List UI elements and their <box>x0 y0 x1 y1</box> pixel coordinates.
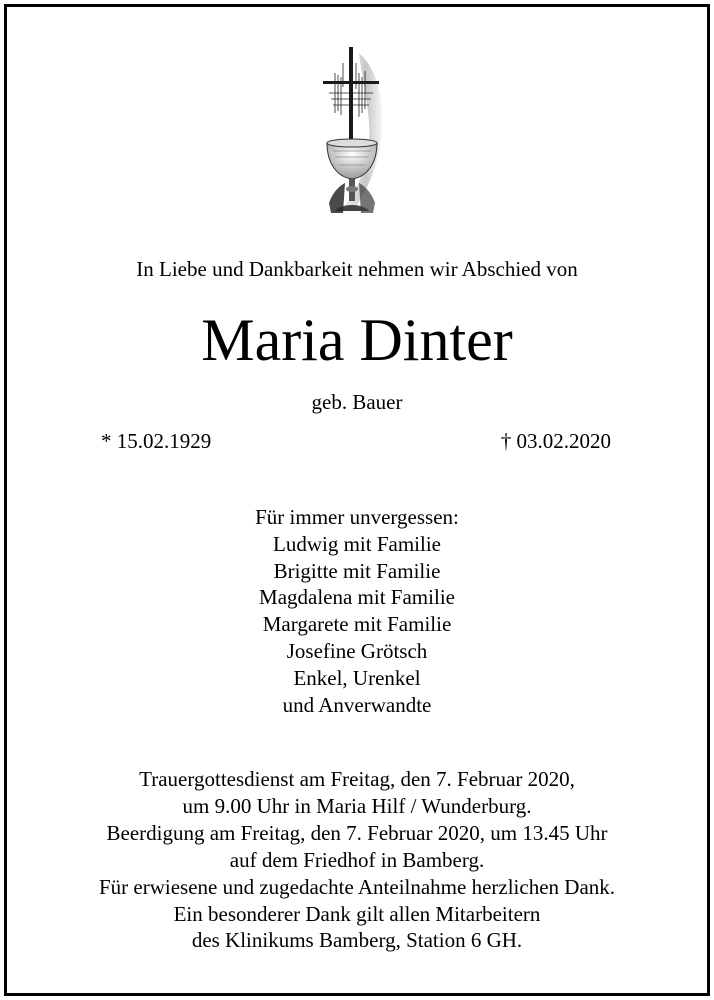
service-line: um 9.00 Uhr in Maria Hilf / Wunderburg. <box>182 793 532 818</box>
service-line: Beerdigung am Freitag, den 7. Februar 2020, um 13.45 Uhr <box>106 820 608 845</box>
mourners-list <box>7 504 707 718</box>
service-line: Trauergottesdienst am Freitag, den 7. Februar 2020, <box>139 767 575 791</box>
service-line: auf dem Friedhof in Bamberg. <box>229 847 485 872</box>
mourner-line: Josefine Grötsch <box>286 638 428 663</box>
birth-name: geb. Bauer <box>311 390 403 414</box>
thanks-line: des Klinikums Bamberg, Station 6 GH. <box>191 928 523 953</box>
mourner-line: Magdalena mit Familie <box>259 585 455 610</box>
service-details <box>7 766 707 954</box>
obituary-notice <box>4 4 710 996</box>
mourner-line: Enkel, Urenkel <box>293 665 421 690</box>
intro-text: In Liebe und Dankbarkeit nehmen wir Abschied von <box>136 257 578 281</box>
deceased-name: Maria Dinter <box>201 307 513 373</box>
cross-and-chalice-icon <box>315 43 389 223</box>
mourner-line: Ludwig mit Familie <box>273 531 441 556</box>
mourner-line: Brigitte mit Familie <box>273 558 441 583</box>
death-date: † 03.02.2020 <box>500 429 611 453</box>
thanks-line: Ein besonderer Dank gilt allen Mitarbeitern <box>173 901 541 926</box>
mourner-line: und Anverwandte <box>282 692 432 717</box>
birth-date: * 15.02.1929 <box>101 429 212 453</box>
mourner-line: Margarete mit Familie <box>262 612 452 637</box>
mourners-heading: Für immer unvergessen: <box>255 505 459 529</box>
thanks-line: Für erwiesene und zugedachte Anteilnahme herzlichen Dank. <box>98 874 616 899</box>
